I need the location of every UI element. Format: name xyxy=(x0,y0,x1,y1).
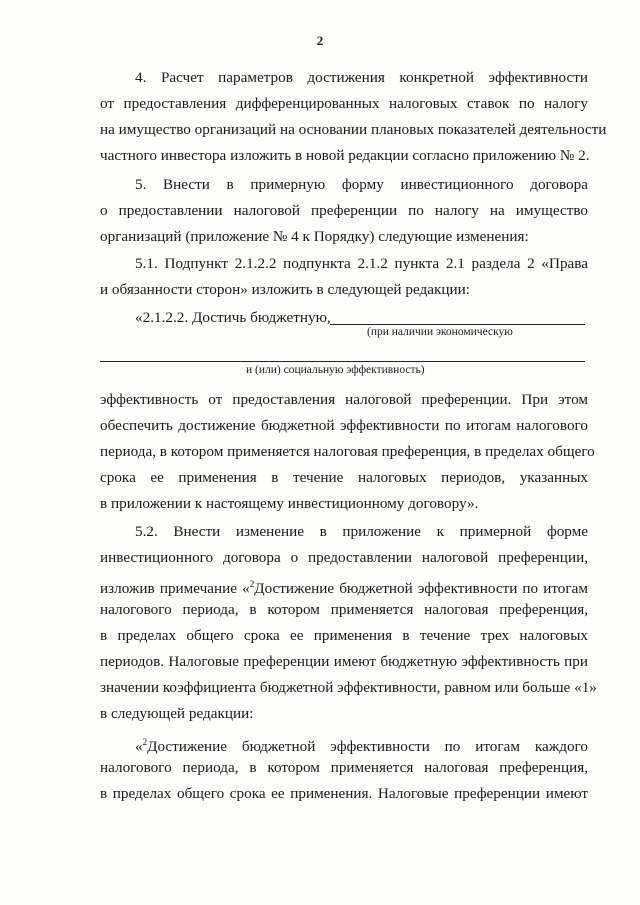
text-line: частного инвестора изложить в новой редакции согласно приложению № 2. xyxy=(100,147,590,164)
text-run: изложив примечание « xyxy=(100,580,250,597)
text-run: « xyxy=(135,738,143,755)
fill-in-line xyxy=(330,324,585,325)
text-line: 5.1. Подпункт 2.1.2.2 подпункта 2.1.2 пункта 2.1 раздела 2 «Права xyxy=(135,255,588,272)
text-line: на имущество организаций на основании плановых показателей деятельности xyxy=(100,121,607,138)
text-line: 4. Расчет параметров достижения конкретной эффективности xyxy=(135,69,588,86)
text-line: налогового периода, в котором применяется налоговая преференция, xyxy=(100,601,588,618)
text-line: периодов. Налоговые преференции имеют бюджетную эффективность при xyxy=(100,653,588,670)
page-number: 2 xyxy=(316,33,324,48)
text-line: срока ее применения в течение налоговых периодов, указанных xyxy=(100,469,588,486)
text-run: Достижение бюджетной эффективности по итогам каждого xyxy=(147,738,588,755)
text-line: налогового периода, в котором применяется налоговая преференция, xyxy=(100,759,588,776)
text-line: организаций (приложение № 4 к Порядку) следующие изменения: xyxy=(100,228,529,245)
text-line: в приложении к настоящему инвестиционному договору». xyxy=(100,495,479,512)
text-line: 5.2. Внести изменение в приложение к примерной форме xyxy=(135,523,588,540)
text-run: Достижение бюджетной эффективности по итогам xyxy=(254,580,588,597)
text-line: значении коэффициента бюджетной эффективности, равном или больше «1» xyxy=(100,679,597,696)
text-line: эффективность от предоставления налоговой преференции. При этом xyxy=(100,391,588,408)
footnote-mark: 2 xyxy=(249,579,255,589)
footnote-mark: 2 xyxy=(142,737,148,747)
text-line: и обязанности сторон» изложить в следующей редакции: xyxy=(100,281,470,298)
text-line: о предоставлении налоговой преференции по налогу на имущество xyxy=(100,202,588,219)
text-line: в пределах общего срока ее применения в течение трех налоговых xyxy=(100,627,588,644)
text-line: «2.1.2.2. Достичь бюджетную, xyxy=(135,309,331,326)
text-line: 5. Внести в примерную форму инвестиционного договора xyxy=(135,176,588,193)
field-caption: (при наличии экономическую xyxy=(367,326,513,338)
text-line: инвестиционного договора о предоставлении налоговой преференции, xyxy=(100,549,588,566)
text-line xyxy=(100,574,588,599)
text-line: обеспечить достижение бюджетной эффективности по итогам налогового xyxy=(100,417,588,434)
text-line: от предоставления дифференцированных налоговых ставок по налогу xyxy=(100,95,588,112)
field-caption: и (или) социальную эффективность) xyxy=(246,364,425,376)
text-line: периода, в котором применяется налоговая преференция, в пределах общего xyxy=(100,443,595,460)
text-line: в следующей редакции: xyxy=(100,705,254,722)
text-line: в пределах общего срока ее применения. Налоговые преференции имеют xyxy=(100,785,588,802)
fill-in-line xyxy=(100,361,585,362)
text-line xyxy=(135,732,588,757)
